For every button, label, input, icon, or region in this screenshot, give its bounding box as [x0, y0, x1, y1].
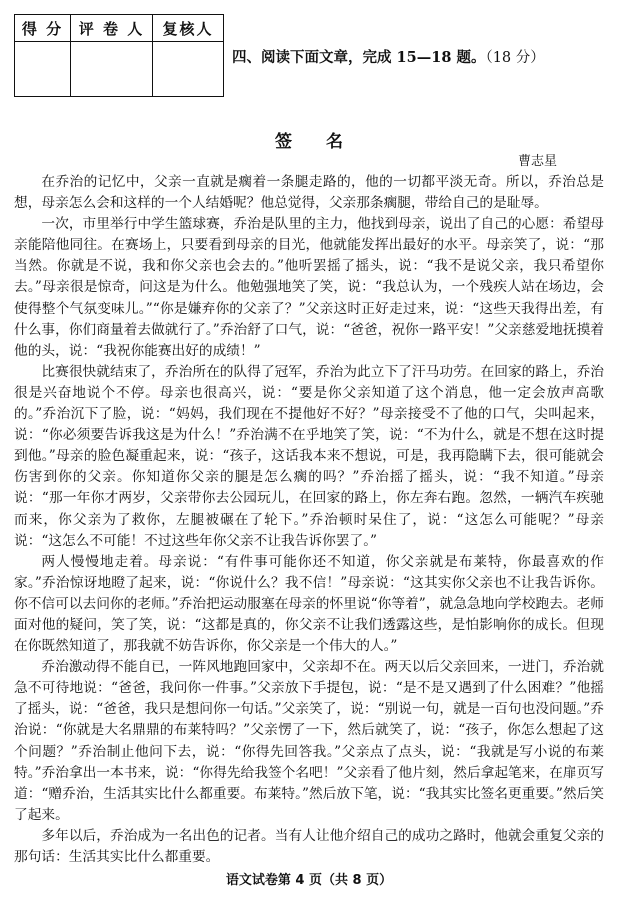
page-footer: 语文试卷第 4 页（共 8 页）: [225, 873, 393, 888]
paragraph-4: 两人慢慢地走着。母亲说：“有件事可能你还不知道，你父亲就是布莱特，你最喜欢的作家。”乔治惊讶地瞪了起来，说：“你说什么？我不信！”母亲说：“这其实你父亲也不让我告诉你。你不信可以去问你的老师。”乔治把运动服塞在母亲的怀里说“你等着”，就急急地向学校跑去。老师面对他的疑问，笑了笑，说：“这都是真的，你父亲不让我们透露这些，是怕影响你的成长。但现在你既然知道了，那我就不妨告诉你，你父亲是一个伟大的人。”: [14, 553, 604, 655]
score-table: [14, 14, 224, 97]
article-title: 签名: [275, 132, 377, 152]
paragraph-1: 在乔治的记忆中，父亲一直就是瘸着一条腿走路的，他的一切都平淡无奇。所以，乔治总是想，母亲怎么会和这样的一个人结婚呢？他总觉得，父亲那条瘸腿，带给自己的是耻辱。: [14, 174, 604, 212]
reviewer-cell[interactable]: [153, 42, 224, 97]
section-points: （18 分）: [485, 50, 545, 66]
paragraph-3: 比赛很快就结束了，乔治所在的队得了冠军，乔治为此立下了汗马功劳。在回家的路上，乔治很是兴奋地说个不停。母亲也很高兴，说：“要是你父亲知道了这个消息，他一定会放声高歌的。”乔治沉下了脸，说：“妈妈，我们现在不提他好不好？”母亲接受不了他的口气，尖叫起来，说：“你必须要告诉我这是为什么！”乔治满不在乎地笑了笑，说：“不为什么，就是不想在这时提到他。”母亲的脸色凝重起来，说：“孩子，这话我本来不想说，可是，我再隐瞒下去，很可能就会伤害到你的父亲。你知道你父亲的腿是怎么瘸的吗？”乔治摇了摇头，说：“我不知道。”母亲说：“那一年你才两岁，父亲带你去公园玩儿，在回家的路上，你左奔右跑。忽然，一辆汽车疾驰而来，你父亲为了救你，左腿被碾在了轮下。”乔治顿时呆住了，说：“这怎么可能呢？”母亲说：“这怎么不可能！不过这些年你父亲不让我告诉你罢了。”: [14, 363, 604, 549]
score-header: 得 分: [15, 15, 71, 42]
score-cell[interactable]: [15, 42, 71, 97]
grader-cell[interactable]: [71, 42, 153, 97]
paragraph-2: 一次，市里举行中学生篮球赛，乔治是队里的主力，他找到母亲，说出了自己的心愿：希望母亲能陪他同往。在赛场上，只要看到母亲的目光，他就能发挥出最好的水平。母亲笑了，说：“那当然。你就是不说，我和你父亲也会去的。”他听罢摇了摇头，说：“我不是说父亲，我只希望你去。”母亲很是惊奇，问这是为什么。他勉强地笑了笑，说：“我总认为，一个残疾人站在场边，会使得整个气氛变味儿。”“你是嫌弃你的父亲了？”父亲这时正好走过来，说：“这些天我得出差，有什么事，你们商量着去做就行了。”乔治舒了口气，说：“爸爸，祝你一路平安！”父亲慈爱地抚摸着他的头，说：“我祝你能赛出好的成绩！”: [14, 216, 604, 359]
paragraph-6: 多年以后，乔治成为一名出色的记者。当有人让他介绍自己的成功之路时，他就会重复父亲的那句话：生活其实比什么都重要。: [14, 827, 604, 865]
section-heading: [232, 46, 545, 67]
grader-header: 评 卷 人: [71, 15, 153, 42]
paragraph-5: 乔治激动得不能自已，一阵风地跑回家中，父亲却不在。两天以后父亲回来，一进门，乔治就急不可待地说：“爸爸，我问你一件事。”父亲放下手提包，说：“是不是又遇到了什么困难？”他摇了摇头，说：“爸爸，我只是想问你一句话。”父亲笑了，说：“别说一句，就是一百句也没问题。”乔治说：“你就是大名鼎鼎的布莱特吗？”父亲愣了一下，然后就笑了，说：“孩子，你怎么想起了这个问题？”乔治制止他问下去，说：“你得先回答我。”父亲点了点头，说：“我就是写小说的布莱特。”乔治拿出一本书来，说：“你得先给我签个名吧！”父亲看了他片刻，然后拿起笔来，在扉页写道：“赠乔治，生活其实比什么都重要。布莱特。”然后放下笔，说：“我其实比签名更重要。”然后笑了起来。: [14, 659, 604, 823]
article-author: 曹志星: [518, 154, 558, 169]
reviewer-header: 复核人: [153, 15, 224, 42]
section-instruction: 四、阅读下面文章，完成 15—18 题。: [232, 49, 486, 66]
article-body: [14, 172, 604, 868]
